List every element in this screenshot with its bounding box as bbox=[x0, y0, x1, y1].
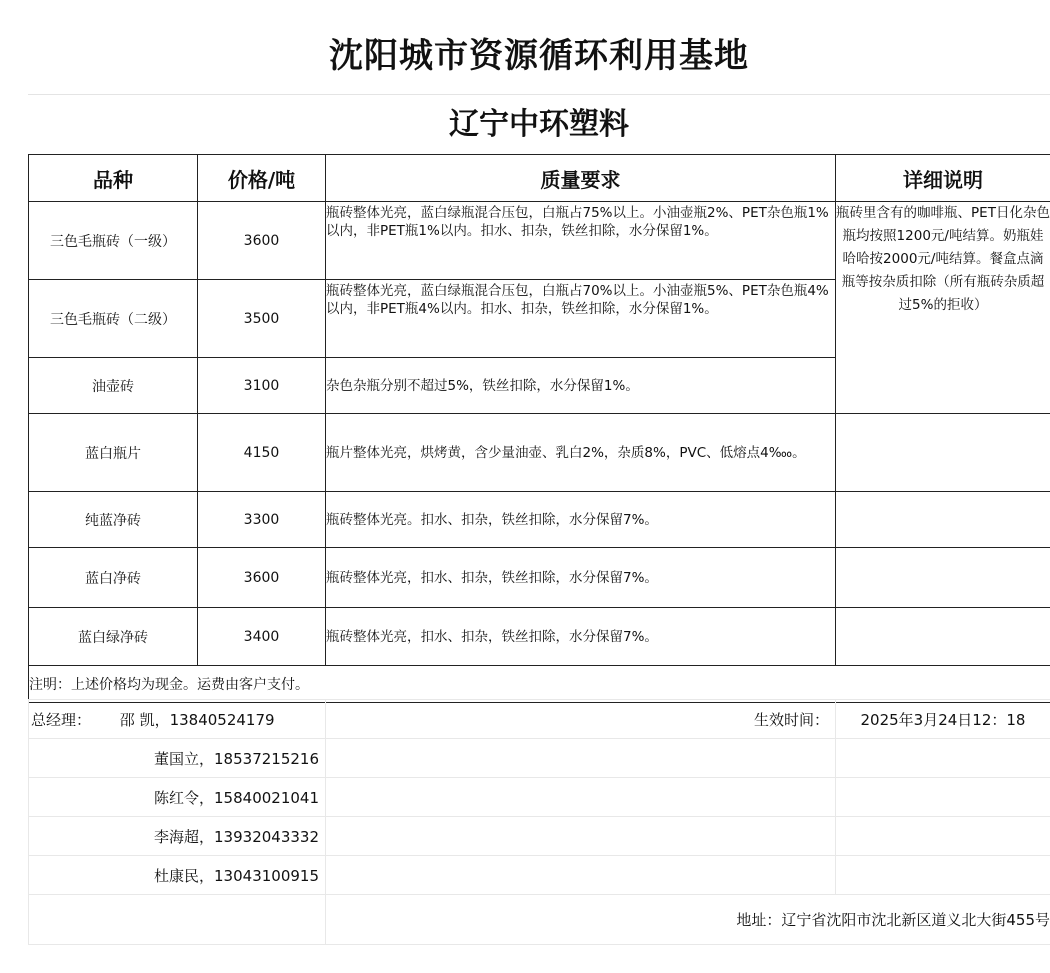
table-row bbox=[29, 492, 1050, 548]
table-row bbox=[29, 608, 1050, 666]
row-requirement: 瓶砖整体光亮，蓝白绿瓶混合压包，白瓶占75%以上。小油壶瓶2%、PET杂色瓶1%以内，非PET瓶1%以内。扣水、扣杂，铁丝扣除，水分保留1%。 bbox=[326, 202, 836, 280]
contact-row bbox=[29, 856, 1050, 895]
row-price: 3600 bbox=[198, 202, 326, 280]
empty-cell bbox=[836, 778, 1050, 817]
empty-cell bbox=[29, 895, 326, 945]
row-name: 油壶砖 bbox=[29, 358, 198, 414]
row-price: 3600 bbox=[198, 548, 326, 608]
contact-item: 陈红令，15840021041 bbox=[29, 778, 326, 817]
header-quality: 质量要求 bbox=[326, 155, 836, 202]
header-detail: 详细说明 bbox=[836, 155, 1050, 202]
detail-empty bbox=[836, 608, 1050, 666]
contact-item: 董国立，18537215216 bbox=[29, 739, 326, 778]
address-row bbox=[29, 895, 1050, 945]
manager-label: 总经理： bbox=[31, 710, 92, 729]
detail-empty bbox=[836, 414, 1050, 492]
page-title: 沈阳城市资源循环利用基地 bbox=[329, 36, 749, 76]
header-price: 价格/吨 bbox=[198, 155, 326, 202]
empty-cell bbox=[836, 739, 1050, 778]
row-price: 3500 bbox=[198, 280, 326, 358]
empty-cell bbox=[326, 778, 836, 817]
contact-item: 李海超，13932043332 bbox=[29, 817, 326, 856]
empty-cell bbox=[326, 817, 836, 856]
effective-time: 2025年3月24日12：18 bbox=[836, 700, 1050, 739]
detail-empty bbox=[836, 492, 1050, 548]
row-price: 3300 bbox=[198, 492, 326, 548]
footnote: 注明：上述价格均为现金。运费由客户支付。 bbox=[29, 666, 1050, 703]
empty-cell bbox=[836, 817, 1050, 856]
price-table bbox=[28, 154, 1050, 703]
empty-cell bbox=[836, 856, 1050, 895]
empty-cell bbox=[326, 856, 836, 895]
contact-row bbox=[29, 817, 1050, 856]
footnote-row bbox=[29, 666, 1050, 703]
table-row bbox=[29, 414, 1050, 492]
row-requirement: 杂色杂瓶分别不超过5%，铁丝扣除，水分保留1%。 bbox=[326, 358, 836, 414]
address: 地址：辽宁省沈阳市沈北新区道义北大街455号 bbox=[326, 895, 1050, 945]
header-variety: 品种 bbox=[29, 155, 198, 202]
row-requirement: 瓶砖整体光亮，扣水、扣杂，铁丝扣除，水分保留7%。 bbox=[326, 608, 836, 666]
table-header-row bbox=[29, 155, 1050, 202]
row-price: 3400 bbox=[198, 608, 326, 666]
manager-row bbox=[29, 700, 1050, 739]
contact-table bbox=[28, 699, 1050, 945]
company-name: 辽宁中环塑料 bbox=[449, 107, 629, 142]
row-name: 蓝白瓶片 bbox=[29, 414, 198, 492]
row-name: 纯蓝净砖 bbox=[29, 492, 198, 548]
manager-contact: 邵 凯，13840524179 bbox=[119, 710, 275, 729]
row-name: 三色毛瓶砖（二级） bbox=[29, 280, 198, 358]
contact-row bbox=[29, 739, 1050, 778]
table-row bbox=[29, 548, 1050, 608]
row-requirement: 瓶片整体光亮，烘烤黄，含少量油壶、乳白2%，杂质8%，PVC、低熔点4‱。 bbox=[326, 414, 836, 492]
price-sheet bbox=[28, 10, 1050, 950]
row-requirement: 瓶砖整体光亮。扣水、扣杂，铁丝扣除，水分保留7%。 bbox=[326, 492, 836, 548]
table-row bbox=[29, 202, 1050, 280]
detail-empty bbox=[836, 548, 1050, 608]
contact-row bbox=[29, 778, 1050, 817]
row-price: 4150 bbox=[198, 414, 326, 492]
manager-cell bbox=[29, 700, 326, 739]
row-name: 三色毛瓶砖（一级） bbox=[29, 202, 198, 280]
empty-cell bbox=[326, 739, 836, 778]
row-name: 蓝白绿净砖 bbox=[29, 608, 198, 666]
row-requirement: 瓶砖整体光亮，扣水、扣杂，铁丝扣除，水分保留7%。 bbox=[326, 548, 836, 608]
detail-note: 瓶砖里含有的咖啡瓶、PET日化杂色瓶均按照1200元/吨结算。奶瓶娃哈哈按2000元/吨结算。餐盒点滴瓶等按杂质扣除（所有瓶砖杂质超过5%的拒收） bbox=[836, 202, 1050, 414]
contact-item: 杜康民，13043100915 bbox=[29, 856, 326, 895]
row-price: 3100 bbox=[198, 358, 326, 414]
effective-label: 生效时间： bbox=[326, 700, 836, 739]
row-requirement: 瓶砖整体光亮，蓝白绿瓶混合压包，白瓶占70%以上。小油壶瓶5%、PET杂色瓶4%以内，非PET瓶4%以内。扣水、扣杂，铁丝扣除，水分保留1%。 bbox=[326, 280, 836, 358]
row-name: 蓝白净砖 bbox=[29, 548, 198, 608]
